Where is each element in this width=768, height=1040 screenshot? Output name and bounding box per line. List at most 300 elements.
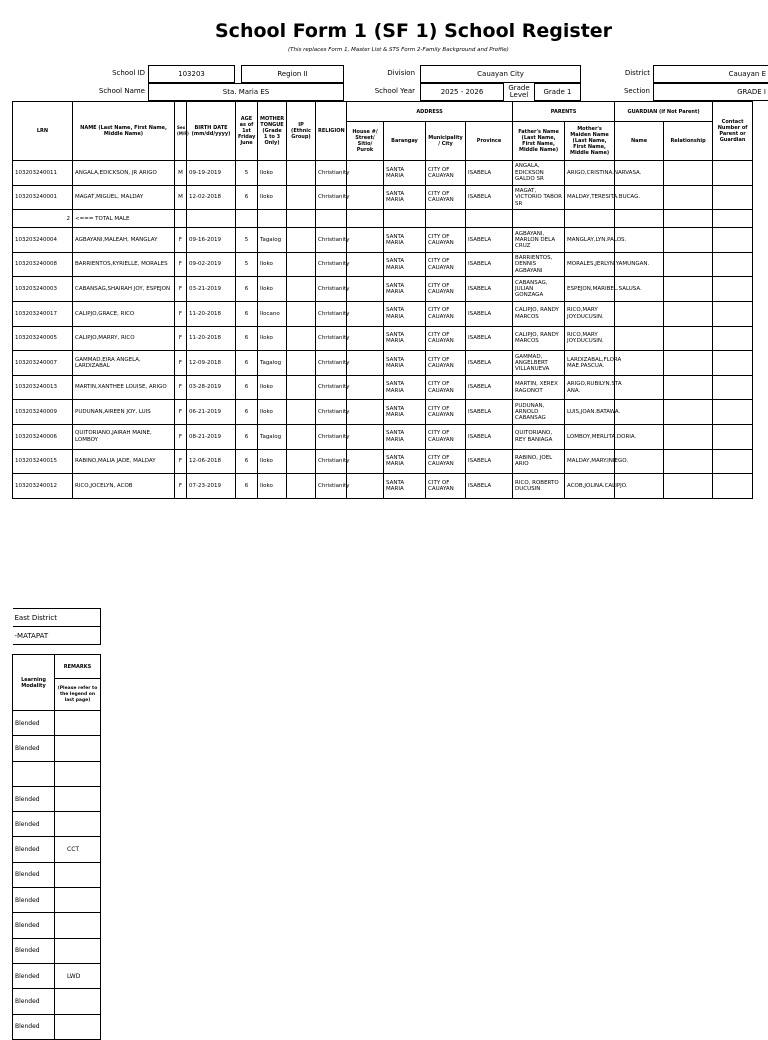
cell-municipality: CITY OF CAUAYAN — [426, 424, 466, 449]
cell-tongue: Iloko — [258, 252, 287, 277]
cell-remarks — [55, 711, 101, 736]
cell-g_name — [615, 301, 664, 326]
cell-house — [347, 449, 384, 474]
empty-cell — [258, 210, 287, 228]
cell-modality: Blended — [13, 888, 55, 913]
cell-municipality: CITY OF CAUAYAN — [426, 474, 466, 499]
cell-religion: Christianity — [316, 375, 347, 400]
cell-province: ISABELA — [466, 161, 513, 186]
cell-age: 6 — [236, 449, 258, 474]
cell-father: QUITORIANO, REY BANIAGA — [513, 424, 565, 449]
cell-house — [347, 161, 384, 186]
cell-g_name — [615, 375, 664, 400]
cell-house — [347, 301, 384, 326]
empty-cell — [426, 210, 466, 228]
cell-modality: Blended — [13, 989, 55, 1014]
cell-lrn: 103203240001 — [13, 185, 73, 210]
cell-religion: Christianity — [316, 228, 347, 253]
empty-cell — [187, 210, 236, 228]
cell-modality: Blended — [13, 812, 55, 837]
table-row — [13, 351, 753, 376]
cell-lrn: 103203240012 — [13, 474, 73, 499]
cell-ip — [287, 375, 316, 400]
table-row — [13, 474, 753, 499]
cell-municipality: CITY OF CAUAYAN — [426, 301, 466, 326]
cell-modality: Blended — [13, 913, 55, 938]
cell-remarks — [55, 862, 101, 887]
cell-sex: F — [175, 351, 187, 376]
cell-barangay: SANTA MARIA — [384, 474, 426, 499]
cell-municipality: CITY OF CAUAYAN — [426, 351, 466, 376]
district-value: Cauayan E — [653, 65, 768, 83]
cell-birth: 09-19-2019 — [187, 161, 236, 186]
total-male-count: 2 — [13, 210, 73, 228]
cell-barangay: SANTA MARIA — [384, 375, 426, 400]
school-year-label: School Year — [374, 87, 415, 95]
cell-remarks — [55, 761, 101, 786]
modality-row — [13, 736, 101, 761]
cell-sex: F — [175, 449, 187, 474]
cell-tongue: Iloko — [258, 474, 287, 499]
cell-age: 6 — [236, 301, 258, 326]
empty-cell — [615, 210, 664, 228]
remarks-note: (Please refer to the legend on last page) — [55, 679, 101, 711]
cell-g_rel — [664, 301, 713, 326]
cell-province: ISABELA — [466, 326, 513, 351]
cell-ip — [287, 185, 316, 210]
cell-lrn: 103203240007 — [13, 351, 73, 376]
region-value: Region II — [241, 65, 344, 83]
table-row — [13, 326, 753, 351]
cell-birth: 12-02-2018 — [187, 185, 236, 210]
cell-father: RICO, ROBERTO DUCUSIN — [513, 474, 565, 499]
cell-age: 6 — [236, 351, 258, 376]
cell-modality: Blended — [13, 1014, 55, 1039]
empty-cell — [565, 210, 615, 228]
empty-cell — [175, 210, 187, 228]
cell-sex: F — [175, 301, 187, 326]
cell-name: CALIPJO,GRACE, RICO — [73, 301, 175, 326]
division-label: Division — [387, 69, 415, 77]
cell-birth: 08-21-2019 — [187, 424, 236, 449]
header-birth-date: BIRTH DATE (mm/dd/yyyy) — [187, 102, 236, 161]
cell-remarks: LWD — [55, 963, 101, 988]
cell-remarks — [55, 736, 101, 761]
header-contact: Contact Number of Parent or Guardian — [713, 102, 753, 161]
header-municipality: Municipality / City — [426, 122, 466, 161]
empty-cell — [236, 210, 258, 228]
cell-ip — [287, 301, 316, 326]
cell-ip — [287, 400, 316, 425]
header-name: NAME (Last Name, First Name, Middle Name) — [73, 102, 175, 161]
cell-tongue: Tagalog — [258, 424, 287, 449]
cell-tongue: Iloko — [258, 326, 287, 351]
cell-name: GAMMAD,EIRA ANGELA, LARDIZABAL — [73, 351, 175, 376]
cell-mother: ESPEJON,MARIBEL.SALUSA. — [565, 277, 615, 302]
cell-house — [347, 252, 384, 277]
cell-lrn: 103203240003 — [13, 277, 73, 302]
cell-contact — [713, 375, 753, 400]
cell-province: ISABELA — [466, 474, 513, 499]
cell-province: ISABELA — [466, 185, 513, 210]
cell-house — [347, 474, 384, 499]
cell-sex: F — [175, 228, 187, 253]
cell-g_rel — [664, 277, 713, 302]
cell-remarks — [55, 786, 101, 811]
cell-g_rel — [664, 161, 713, 186]
cell-barangay: SANTA MARIA — [384, 449, 426, 474]
cell-municipality: CITY OF CAUAYAN — [426, 326, 466, 351]
cell-province: ISABELA — [466, 228, 513, 253]
cell-age: 5 — [236, 161, 258, 186]
cell-name: RICO,JOCELYN, ACOB — [73, 474, 175, 499]
cell-ip — [287, 424, 316, 449]
cell-mother: LARDIZABAL,FLORA MAE.PASCUA. — [565, 351, 615, 376]
cell-age: 6 — [236, 400, 258, 425]
table-row — [13, 277, 753, 302]
table-row — [13, 375, 753, 400]
header-age: AGE as of 1st Friday June — [236, 102, 258, 161]
cell-ip — [287, 351, 316, 376]
cell-house — [347, 185, 384, 210]
district-label: District — [624, 69, 650, 77]
cell-age: 6 — [236, 474, 258, 499]
cell-lrn: 103203240006 — [13, 424, 73, 449]
empty-cell — [384, 210, 426, 228]
header-mother-tongue: MOTHER TONGUE (Grade 1 to 3 Only) — [258, 102, 287, 161]
cell-barangay: SANTA MARIA — [384, 277, 426, 302]
cell-name: BARRIENTOS,KYRIELLE, MORALES — [73, 252, 175, 277]
cell-barangay: SANTA MARIA — [384, 301, 426, 326]
cell-birth: 03-28-2019 — [187, 375, 236, 400]
cell-religion: Christianity — [316, 474, 347, 499]
cell-mother: RICO,MARY JOY.DUCUSIN. — [565, 326, 615, 351]
cell-sex: M — [175, 185, 187, 210]
empty-cell — [466, 210, 513, 228]
cell-religion: Christianity — [316, 161, 347, 186]
cell-tongue: Tagalog — [258, 228, 287, 253]
modality-row — [13, 938, 101, 963]
cell-father: MARTIN, XEREX RAGONOT — [513, 375, 565, 400]
cell-name: AGBAYANI,MALEAH, MANGLAY — [73, 228, 175, 253]
cell-name: CABANSAG,SHAIRAH JOY, ESPEJON — [73, 277, 175, 302]
header-remarks: REMARKS — [55, 655, 101, 679]
cell-age: 6 — [236, 375, 258, 400]
cell-tongue: Iloko — [258, 400, 287, 425]
cell-tongue: Iloko — [258, 375, 287, 400]
form-title: School Form 1 (SF 1) School Register — [215, 20, 613, 42]
cell-g_rel — [664, 252, 713, 277]
school-name-label: School Name — [98, 87, 145, 95]
cell-g_name — [615, 400, 664, 425]
cell-father: ANGALA, EDICKSON GALDO SR — [513, 161, 565, 186]
cell-tongue: Ilocano — [258, 301, 287, 326]
cell-sex: F — [175, 375, 187, 400]
modality-row — [13, 711, 101, 736]
cell-ip — [287, 326, 316, 351]
cell-modality: Blended — [13, 938, 55, 963]
modality-row — [13, 812, 101, 837]
cell-father: CALIPJO, RANDY MARCOS — [513, 326, 565, 351]
cell-contact — [713, 185, 753, 210]
header-address: ADDRESS — [347, 102, 513, 122]
table-row — [13, 185, 753, 210]
cell-age: 6 — [236, 277, 258, 302]
cell-contact — [713, 228, 753, 253]
cell-lrn: 103203240008 — [13, 252, 73, 277]
cell-name: ANGALA,EDICKSON, JR ARIGO — [73, 161, 175, 186]
cell-remarks — [55, 1014, 101, 1039]
cell-house — [347, 375, 384, 400]
header-guardian-name: Name — [615, 122, 664, 161]
cell-father: BARRIENTOS, DENNIS AGBAYANI — [513, 252, 565, 277]
header-guardian-relationship: Relationship — [664, 122, 713, 161]
cell-age: 6 — [236, 424, 258, 449]
table-row — [13, 301, 753, 326]
cell-municipality: CITY OF CAUAYAN — [426, 252, 466, 277]
school-id-label: School ID — [112, 69, 145, 77]
header-ip: IP (Ethnic Group) — [287, 102, 316, 161]
header-mother: Mother's Maiden Name (Last Name, First Name, Middle Name) — [565, 122, 615, 161]
cell-contact — [713, 161, 753, 186]
cell-barangay: SANTA MARIA — [384, 252, 426, 277]
cell-province: ISABELA — [466, 301, 513, 326]
cell-municipality: CITY OF CAUAYAN — [426, 375, 466, 400]
cell-g_rel — [664, 185, 713, 210]
cell-contact — [713, 351, 753, 376]
cell-father: PUDUNAN, ARNOLD CABANSAG — [513, 400, 565, 425]
cell-sex: F — [175, 474, 187, 499]
cell-lrn: 103203240017 — [13, 301, 73, 326]
cell-sex: F — [175, 400, 187, 425]
cell-religion: Christianity — [316, 277, 347, 302]
cell-contact — [713, 277, 753, 302]
cell-modality: Blended — [13, 862, 55, 887]
table-row — [13, 161, 753, 186]
modality-row — [13, 989, 101, 1014]
modality-row — [13, 913, 101, 938]
cell-religion: Christianity — [316, 400, 347, 425]
cell-name: RABINO,MALIA JADE, MALDAY — [73, 449, 175, 474]
cell-contact — [713, 301, 753, 326]
cell-house — [347, 351, 384, 376]
cell-father: CALIPJO, RANDY MARCOS — [513, 301, 565, 326]
modality-row — [13, 786, 101, 811]
empty-cell — [664, 210, 713, 228]
cell-father: GAMMAD, ANGELBERT VILLANUEVA — [513, 351, 565, 376]
header-guardian: GUARDIAN (if Not Parent) — [615, 102, 713, 122]
cell-barangay: SANTA MARIA — [384, 424, 426, 449]
cell-house — [347, 400, 384, 425]
cell-ip — [287, 228, 316, 253]
cell-father: RABINO, JOEL ARIO — [513, 449, 565, 474]
cell-mother: ARIGO,CRISTINA.NARVASA. — [565, 161, 615, 186]
cell-g_rel — [664, 474, 713, 499]
cell-mother: MALDAY,MARY.INIEGO. — [565, 449, 615, 474]
cell-province: ISABELA — [466, 252, 513, 277]
cell-age: 5 — [236, 228, 258, 253]
cell-municipality: CITY OF CAUAYAN — [426, 161, 466, 186]
header-lrn: LRN — [13, 102, 73, 161]
school-id-value: 103203 — [148, 65, 235, 83]
cell-barangay: SANTA MARIA — [384, 228, 426, 253]
cell-remarks — [55, 888, 101, 913]
cell-religion: Christianity — [316, 449, 347, 474]
cell-province: ISABELA — [466, 351, 513, 376]
header-parents: PARENTS — [513, 102, 615, 122]
cell-sex: F — [175, 326, 187, 351]
cell-birth: 09-02-2019 — [187, 252, 236, 277]
cell-age: 6 — [236, 326, 258, 351]
cell-house — [347, 228, 384, 253]
empty-cell — [316, 210, 347, 228]
cell-remarks — [55, 938, 101, 963]
cell-mother: RICO,MARY JOY.DUCUSIN. — [565, 301, 615, 326]
cell-municipality: CITY OF CAUAYAN — [426, 449, 466, 474]
empty-cell — [287, 210, 316, 228]
cell-modality: Blended — [13, 963, 55, 988]
cell-house — [347, 277, 384, 302]
modality-row — [13, 761, 101, 786]
school-year-value: 2025 - 2026 — [420, 83, 504, 101]
cell-modality: Blended — [13, 711, 55, 736]
cell-father: MAGAT, VICTORIO TABOR SR — [513, 185, 565, 210]
table-row — [13, 449, 753, 474]
cell-birth: 12-09-2018 — [187, 351, 236, 376]
cell-religion: Christianity — [316, 351, 347, 376]
cell-mother: ARIGO,RUBILYN.STA ANA. — [565, 375, 615, 400]
empty-cell — [513, 210, 565, 228]
header-learning-modality: Learning Modality — [13, 655, 55, 711]
cell-birth: 03-21-2019 — [187, 277, 236, 302]
cell-province: ISABELA — [466, 277, 513, 302]
empty-cell — [713, 210, 753, 228]
cell-religion: Christianity — [316, 252, 347, 277]
section-value: GRADE I — [653, 83, 768, 101]
cell-g_rel — [664, 326, 713, 351]
cell-tongue: Iloko — [258, 277, 287, 302]
table-row — [13, 424, 753, 449]
cell-lrn: 103203240015 — [13, 449, 73, 474]
cell-birth: 11-20-2018 — [187, 326, 236, 351]
cell-contact — [713, 252, 753, 277]
cell-tongue: Iloko — [258, 161, 287, 186]
cell-sex: F — [175, 252, 187, 277]
grade-level-value: Grade 1 — [534, 83, 581, 101]
cell-father: CABANSAG, JULIAN GONZAGA — [513, 277, 565, 302]
cell-name: MARTIN,XANTHEE LOUISE, ARIGO — [73, 375, 175, 400]
cell-lrn: 103203240009 — [13, 400, 73, 425]
cell-birth: 09-16-2019 — [187, 228, 236, 253]
cell-ip — [287, 252, 316, 277]
cell-municipality: CITY OF CAUAYAN — [426, 185, 466, 210]
cell-birth: 06-21-2019 — [187, 400, 236, 425]
cell-name: MAGAT,MIGUEL, MALDAY — [73, 185, 175, 210]
header-sex: Sex (M/F) — [175, 102, 187, 161]
district-continued: East District — [13, 609, 101, 627]
cell-ip — [287, 277, 316, 302]
modality-row — [13, 888, 101, 913]
cell-g_rel — [664, 449, 713, 474]
cell-province: ISABELA — [466, 449, 513, 474]
cell-name: QUITORIANO,JAIRAH MAINE, LOMBOY — [73, 424, 175, 449]
section-label: Section — [623, 87, 650, 95]
cell-barangay: SANTA MARIA — [384, 161, 426, 186]
cell-religion: Christianity — [316, 424, 347, 449]
cell-province: ISABELA — [466, 424, 513, 449]
cell-sex: F — [175, 277, 187, 302]
cell-tongue: Iloko — [258, 449, 287, 474]
cell-contact — [713, 400, 753, 425]
cell-house — [347, 424, 384, 449]
cell-sex: M — [175, 161, 187, 186]
cell-name: CALIPJO,MARRY, RICO — [73, 326, 175, 351]
cell-mother: LUIS,JOAN.BATAWA. — [565, 400, 615, 425]
cell-mother: MORALES,JERLYN.YAMUNGAN. — [565, 252, 615, 277]
cell-g_name — [615, 351, 664, 376]
cell-birth: 11-20-2018 — [187, 301, 236, 326]
empty-cell — [347, 210, 384, 228]
cell-modality — [13, 761, 55, 786]
school-name-value: Sta. Maria ES — [148, 83, 344, 101]
cell-ip — [287, 474, 316, 499]
cell-g_rel — [664, 424, 713, 449]
cell-modality: Blended — [13, 736, 55, 761]
cell-g_rel — [664, 400, 713, 425]
table-row — [13, 400, 753, 425]
cell-municipality: CITY OF CAUAYAN — [426, 400, 466, 425]
cell-ip — [287, 161, 316, 186]
cell-contact — [713, 424, 753, 449]
modality-row — [13, 862, 101, 887]
cell-religion: Christianity — [316, 185, 347, 210]
cell-modality: Blended — [13, 786, 55, 811]
cell-lrn: 103203240011 — [13, 161, 73, 186]
cell-g_name — [615, 326, 664, 351]
grade-level-label: Grade Level — [508, 84, 530, 99]
cell-religion: Christianity — [316, 301, 347, 326]
cell-religion: Christianity — [316, 326, 347, 351]
cell-lrn: 103203240013 — [13, 375, 73, 400]
section-continued: -MATAPAT — [13, 627, 101, 645]
cell-province: ISABELA — [466, 375, 513, 400]
cell-g_rel — [664, 228, 713, 253]
modality-row — [13, 963, 101, 988]
cell-age: 6 — [236, 185, 258, 210]
cell-mother: ACOB,JOLINA.CALIPJO. — [565, 474, 615, 499]
cell-sex: F — [175, 424, 187, 449]
cell-age: 5 — [236, 252, 258, 277]
total-male-label: <=== TOTAL MALE — [73, 210, 175, 228]
cell-barangay: SANTA MARIA — [384, 326, 426, 351]
cell-father: AGBAYANI, MARLON DELA CRUZ — [513, 228, 565, 253]
cell-tongue: Iloko — [258, 185, 287, 210]
cell-mother: MALDAY,TERESITA.BUCAG. — [565, 185, 615, 210]
header-father: Father's Name (Last Name, First Name, Middle Name) — [513, 122, 565, 161]
cell-barangay: SANTA MARIA — [384, 400, 426, 425]
header-house: House #/ Street/ Sitio/ Purok — [347, 122, 384, 161]
cell-remarks: CCT — [55, 837, 101, 862]
cell-mother: LOMBOY,MERLITA.DORIA. — [565, 424, 615, 449]
header-religion: RELIGION — [316, 102, 347, 161]
total-male-row — [13, 210, 753, 228]
cell-birth: 07-23-2019 — [187, 474, 236, 499]
cell-house — [347, 326, 384, 351]
cell-municipality: CITY OF CAUAYAN — [426, 228, 466, 253]
cell-contact — [713, 474, 753, 499]
modality-row — [13, 837, 101, 862]
cell-province: ISABELA — [466, 400, 513, 425]
